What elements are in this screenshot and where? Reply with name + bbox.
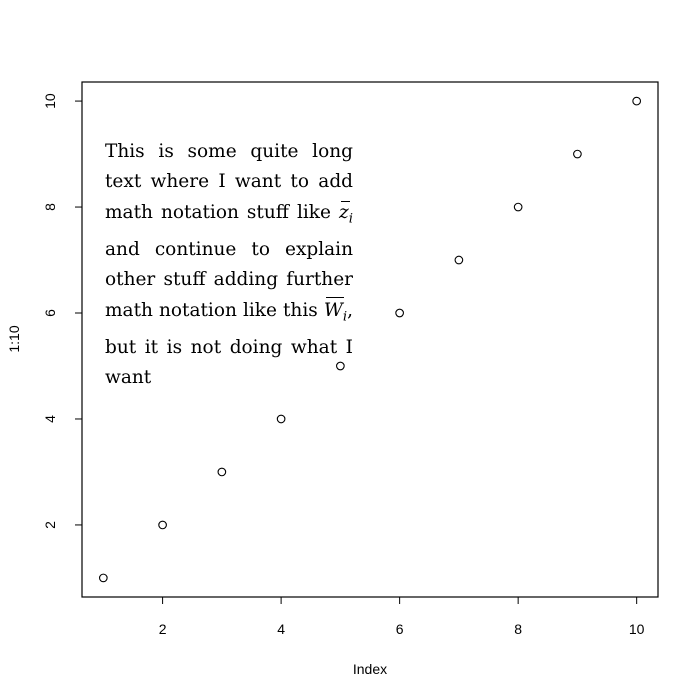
data-point	[514, 203, 522, 211]
annotation-text-part-1: This is some quite long text where I want to add math notation stuff like	[105, 141, 353, 223]
math-z-bar-sub-i	[339, 198, 353, 235]
annotation-text-part-2: and continue to explain other stuff adding further math notation like this	[105, 238, 353, 321]
math-subscript: i	[342, 309, 348, 325]
data-point	[277, 415, 285, 423]
data-point	[455, 256, 463, 264]
y-tick-label: 8	[42, 203, 58, 211]
x-axis	[159, 597, 645, 637]
x-tick-label: 2	[158, 621, 167, 637]
y-tick-label: 10	[42, 93, 58, 109]
x-tick-label: 6	[395, 621, 404, 637]
data-point	[218, 468, 226, 476]
overbar	[341, 201, 350, 202]
data-point	[633, 97, 641, 105]
annotation-text	[105, 137, 353, 394]
math-base: z	[338, 201, 349, 223]
math-w-bar-sub-i	[324, 296, 347, 333]
math-subscript: i	[348, 211, 353, 227]
data-point	[396, 309, 404, 317]
y-tick-label: 6	[42, 309, 58, 317]
y-axis	[42, 93, 82, 529]
x-axis-label: Index	[352, 661, 388, 677]
x-tick-label: 10	[628, 621, 645, 637]
y-tick-label: 2	[42, 521, 58, 529]
data-point	[100, 574, 108, 582]
overbar	[326, 297, 345, 298]
math-base: W	[323, 299, 343, 321]
y-tick-label: 4	[42, 415, 58, 423]
annotation-text-part-3: , but it is not doing what I want	[105, 299, 353, 389]
x-tick-label: 4	[277, 621, 286, 637]
data-point	[574, 150, 582, 158]
x-tick-label: 8	[514, 621, 523, 637]
y-axis-label: 1:10	[6, 325, 22, 353]
data-point	[159, 521, 167, 529]
